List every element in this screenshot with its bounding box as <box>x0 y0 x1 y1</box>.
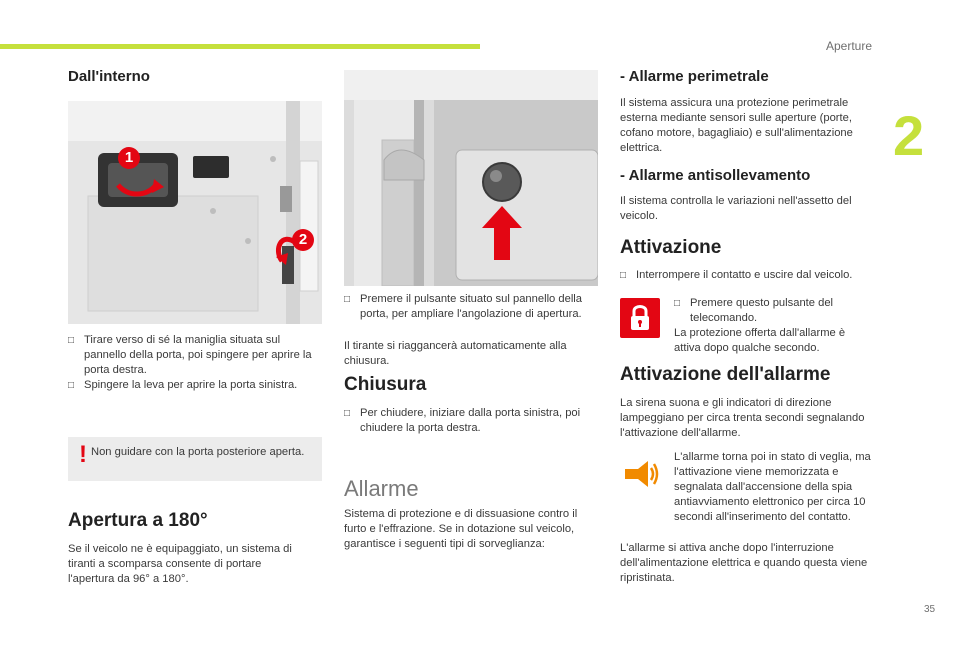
bullet-switch-off-ignition <box>620 268 876 283</box>
bullet-press-button <box>344 292 598 322</box>
lock-activation-text: La protezione offerta dall'allarme è attiva dopo qualche secondo. <box>674 327 846 354</box>
door-button-photo <box>344 70 598 286</box>
bullet-text: Interrompere il contatto e uscire dal veicolo. <box>636 269 853 281</box>
section-title-anti-lift-alarm: - Allarme antisollevamento <box>620 167 811 184</box>
callout-2: 2 <box>292 229 314 251</box>
bullet-text: Tirare verso di sé la maniglia situata sul pannello della porta, poi spingere per aprire la porta destra. <box>84 334 312 376</box>
bullet-press-remote-button <box>674 296 874 326</box>
lock-icon <box>620 298 660 338</box>
bullet-text: Per chiudere, iniziare dalla porta sinistra, poi chiudere la porta destra. <box>360 407 581 434</box>
perimeter-alarm-text: Il sistema assicura una protezione perimetrale esterna mediante sensori sulle aperture (porte, cofano motore, bagagliaio) e sull'alimentazione elettrica. <box>620 97 853 154</box>
alarm-triggering-text: La sirena suona e gli indicatori di direzione lampeggiano per circa trenta secondi segnalando l'attivazione dell'allarme. <box>620 397 865 439</box>
bullet-marker: □ <box>620 270 627 281</box>
section-title-alarm-triggering: Attivazione dell'allarme <box>620 364 831 385</box>
section-title-alarm: Allarme <box>344 476 419 501</box>
bullet-marker: □ <box>344 294 351 305</box>
anti-lift-alarm-text: Il sistema controlla le variazioni nell'assetto del veicolo. <box>620 195 852 222</box>
bullet-text: Spingere la leva per aprire la porta sinistra. <box>84 379 298 391</box>
callout-1: 1 <box>118 147 140 169</box>
section-title-perimeter-alarm: - Allarme perimetrale <box>620 68 769 85</box>
power-interruption-text: L'allarme si attiva anche dopo l'interruzione dell'alimentazione elettrica e quando questa viene ripristinata. <box>620 542 868 584</box>
section-title-from-inside: Dall'interno <box>68 68 150 85</box>
bullet-marker: □ <box>344 408 351 419</box>
exclamation-icon: ! <box>79 441 87 468</box>
chapter-title: Aperture <box>825 39 872 53</box>
section-title-activation: Attivazione <box>620 237 722 258</box>
bullet-marker: □ <box>68 335 75 346</box>
section-title-opening-180: Apertura a 180° <box>68 510 208 531</box>
bullet-marker: □ <box>674 298 681 309</box>
bullet-text: Premere questo pulsante del telecomando. <box>690 297 834 324</box>
door-interior-photo <box>68 101 322 324</box>
bullet-text: Premere il pulsante situato sul pannello della porta, per ampliare l'angolazione di apertura. <box>360 293 583 320</box>
opening-180-text: Se il veicolo ne è equipaggiato, un sistema di tiranti a scomparsa consente di portare l'apertura da 96° a 180°. <box>68 543 292 585</box>
bullet-push-lever <box>68 378 324 393</box>
strap-reattach-text: Il tirante si riaggancerà automaticamente alla chiusura. <box>344 340 567 367</box>
bullet-closing <box>344 406 598 436</box>
warning-box <box>68 437 322 481</box>
warning-text: Non guidare con la porta posteriore aperta. <box>91 446 305 458</box>
bullet-marker: □ <box>68 380 75 391</box>
alarm-intro-text: Sistema di protezione e di dissuasione contro il furto e l'effrazione. Se in dotazione sul veicolo, garantisce i seguenti tipi di sorveglianza: <box>344 508 578 550</box>
door-interior-illustration <box>68 101 322 324</box>
alarm-standby-text: L'allarme torna poi in stato di veglia, ma l'attivazione viene memorizzata e segnalata dall'accensione della spia antiavviamento elettronico per circa 10 secondi all'inserimento del contatto. <box>674 451 871 523</box>
page-number: 35 <box>924 604 936 615</box>
bullet-pull-handle <box>68 333 324 378</box>
alarm-horn-icon <box>622 455 660 493</box>
section-title-closing: Chiusura <box>344 374 427 395</box>
door-button-illustration <box>344 70 598 286</box>
chapter-number: 2 <box>893 104 925 167</box>
chapter-accent-bar <box>0 44 480 49</box>
